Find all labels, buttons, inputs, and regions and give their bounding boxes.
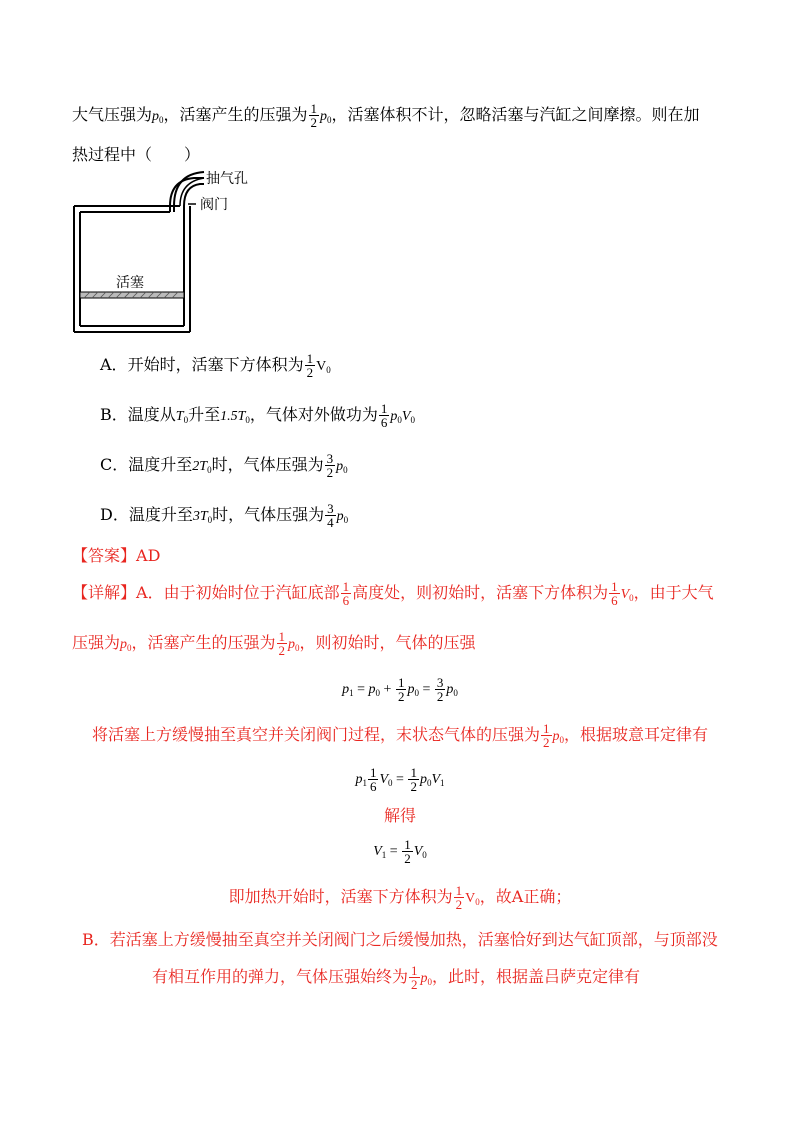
question-text: ，活塞产生的压强为: [163, 105, 308, 124]
piston-label: 活塞: [116, 275, 144, 291]
explanation-line-3: 将活塞上方缓慢抽至真空并关闭阀门过程，末状态气体的压强为 $\frac{1}{2}$ $p_0$，根据玻意耳定律有: [91, 721, 709, 750]
explanation-line-1: 【详解】A．由于初始时位于汽缸底部 $\frac{1}{6}$ 高度处，则初始时，活塞下方体积为 $\frac{1}{6}$ $V_0$，由于大气: [72, 579, 714, 608]
question-line-1: 大气压强为$p_0$，活塞产生的压强为 $\frac{1}{2}$ $p_0$，活塞体积不计，忽略活塞与汽缸之间摩擦。则在加: [72, 101, 700, 130]
p0-symbol: $p_0$: [152, 109, 164, 125]
answer-label: 【答案】: [72, 546, 137, 565]
equation-2: $p_1$ $\frac{1}{6}$ $V_0$ = $\frac{1}{2}$ $p_0V_1$: [355, 765, 445, 795]
valve-label: 阀门: [200, 197, 228, 213]
answer-line: [72, 544, 160, 568]
question-text: ，活塞体积不计，忽略活塞与汽缸之间摩擦。则在加: [331, 105, 700, 124]
explanation-line-2: 压强为$p_0$，活塞产生的压强为 $\frac{1}{2}$ $p_0$，则初始时，气体的压强: [72, 629, 476, 658]
solve-label: 解得: [383, 806, 416, 825]
equation-3: $V_1$ = $\frac{1}{2}$ $V_0$: [373, 837, 427, 867]
option-c: C．温度升至$2T_0$时，气体压强为 $\frac{3}{2}$ $p_0$: [100, 451, 348, 480]
vent-label: 抽气孔: [206, 171, 248, 187]
option-b: B．温度从$T_0$升至$1.5T_0$，气体对外做功为 $\frac{1}{6}$ $p_0V_0$: [100, 401, 415, 430]
explanation-b-line-2: 有相互作用的弹力，气体压强始终为 $\frac{1}{2}$ $p_0$，此时，根据盖吕萨克定律有: [152, 963, 641, 992]
equation-1: $p_1 = p_0$ + $\frac{1}{2}$ $p_0$ = $\frac{3}{2}$ $p_0$: [342, 675, 458, 705]
option-a: A．开始时，活塞下方体积为 $\frac{1}{2}$ $V_0$: [100, 351, 331, 380]
explanation-line-4: 即加热开始时，活塞下方体积为 $\frac{1}{2}$ $V_0$，故A正确；: [228, 883, 572, 912]
question-line-2: 热过程中（ ）: [72, 145, 201, 164]
answer-value: AD: [136, 546, 161, 565]
fraction-half: $\frac{1}{2}$: [310, 101, 318, 130]
question-text: 大气压强为: [72, 105, 153, 124]
option-d: D．温度升至$3T_0$时，气体压强为 $\frac{3}{4}$ $p_0$: [100, 501, 349, 530]
explanation-b-line-1: B．若活塞上方缓慢抽至真空并关闭阀门之后缓慢加热，活塞恰好到达气缸顶部，与顶部没: [82, 930, 718, 949]
cylinder-diagram: [70, 160, 250, 340]
